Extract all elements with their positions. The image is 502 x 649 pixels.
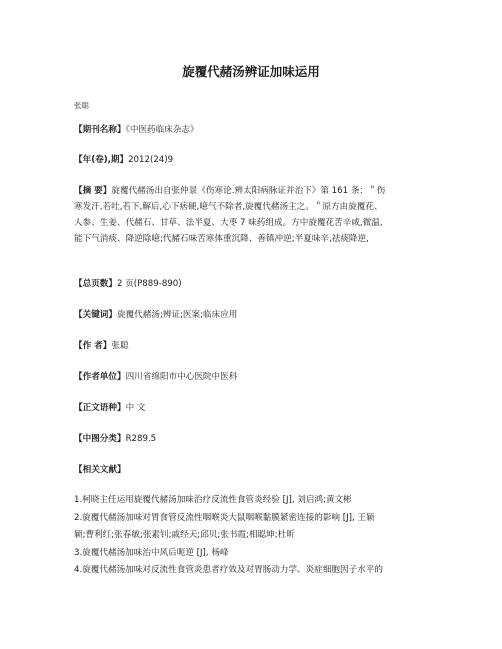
reference-item-2[interactable]: 2.旋覆代赭汤加味对胃食管反流性咽喉炎大鼠咽喉黏膜紧密连接的影响 [J], 王颖 [74, 512, 375, 523]
clc-field [74, 431, 430, 447]
pages-label: 【总页数】 [74, 279, 117, 289]
year-label: 【年(卷),期】 [74, 155, 129, 165]
language-label: 【正文语种】 [74, 403, 126, 413]
keywords-field [74, 307, 430, 323]
clc-value: R289.5 [125, 434, 157, 444]
clc-label: 【中图分类】 [74, 434, 126, 444]
affiliation-value: 四川省绵阳市中心医院中医科 [125, 372, 238, 382]
reference-list [74, 492, 444, 580]
pages-value: 2 页(P889-890) [116, 279, 182, 289]
reference-item-2-continued[interactable]: 颖;曹利红;张春敏;张素钊;戚经天;邱贝;张书霞;相聪坤;杜昕 [74, 530, 295, 540]
keywords-value: 旋覆代赭汤;辨证;医案;临床应用 [116, 310, 238, 320]
journal-value: 《中医药临床杂志》 [125, 125, 199, 135]
abstract-line-2: 寒发汗,若吐,若下,解后,心下痞硬,噫气不除者,旋覆代赭汤主之。＂原方由旋覆花、 [74, 202, 383, 212]
affiliation-label: 【作者单位】 [74, 372, 126, 382]
abstract-line-3: 人参、生姜、代赭石、甘草、法半夏、大枣 7 味药组成。方中旋覆花苦辛咸,微温, [74, 218, 383, 228]
journal-label: 【期刊名称】 [74, 125, 126, 135]
year-value: 2012(24)9 [128, 155, 174, 165]
document-title: 旋覆代赭汤辨证加味运用 [182, 64, 320, 79]
abstract-label: 【摘 要】 [74, 186, 112, 196]
abstract-line-1 [74, 183, 430, 199]
author-field [74, 338, 430, 354]
author-value: 张聪 [111, 341, 129, 351]
language-field [74, 400, 430, 416]
author-label: 【作 者】 [74, 341, 112, 351]
year-field [74, 152, 430, 168]
related-heading [74, 462, 430, 478]
author-line: 张聪 [74, 101, 89, 110]
reference-item-4[interactable]: 4.旋覆代赭汤加味对反流性食管炎患者疗效及对胃肠动力学、炎症细胞因子水平的 [74, 565, 383, 575]
pages-field [74, 276, 430, 292]
affiliation-field [74, 369, 430, 385]
keywords-label: 【关键词】 [74, 310, 117, 320]
journal-field [74, 122, 430, 138]
language-value: 中 文 [125, 403, 146, 413]
abstract-text-1: 旋覆代赭汤出自张仲景《伤寒论.辨太阳病脉证并治下》第 161 条：＂伤 [111, 186, 386, 196]
abstract-field [74, 183, 430, 247]
related-label: 【相关文献】 [74, 465, 126, 475]
reference-item-1[interactable]: 1.柯晓主任运用旋覆代赭汤加味治疗反流性食管炎经验 [J], 刘启鸿;黄文彬 [74, 495, 352, 505]
reference-item-3[interactable]: 3.旋覆代赭汤加味治中风后呃逆 [J], 杨峰 [74, 547, 229, 558]
abstract-line-4: 能下气消痰、降逆除噫;代赭石味苦寒体重沉降、善镇冲逆;半夏味辛,祛痰降逆, [74, 234, 369, 244]
